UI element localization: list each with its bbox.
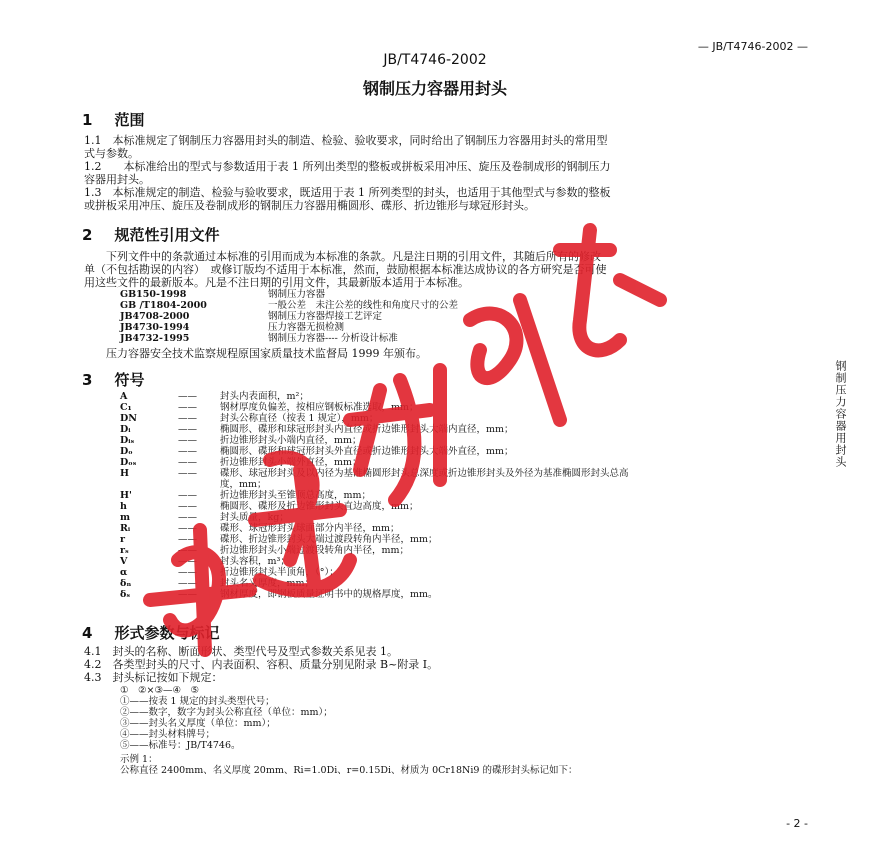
marking-line: ③——封头名义厚度（单位：mm）； (120, 718, 276, 729)
symbol-dash: —— (178, 402, 197, 413)
section-title: 范围 (114, 111, 145, 129)
symbol-dash: —— (178, 512, 197, 523)
section-number: 1 (82, 111, 93, 129)
reference-item (120, 322, 458, 333)
symbol-dash: —— (178, 589, 197, 600)
section-title: 规范性引用文件 (114, 226, 220, 244)
paragraph-line: 4.1 封头的名称、断面形状、类型代号及型式参数关系见表 1。 (84, 645, 398, 658)
reference-name: 钢制压力容器 (268, 289, 326, 300)
symbol-description: 折边锥形封头小端外直径，mm； (220, 457, 362, 468)
paragraph-line: 下列文件中的条款通过本标准的引用而成为本标准的条款。凡是注日期的引用文件，其随后所有的修改 (84, 250, 601, 263)
section-4-heading (82, 622, 219, 643)
symbol-description: 折边锥形封头小端过渡段转角内半径，mm； (220, 545, 410, 556)
paragraph-line: 1.3 本标准规定的制造、检验与验收要求，既适用于表 1 所列类型的封头，也适用于其他型式与参数的整板 (84, 186, 611, 199)
symbol-row (120, 468, 629, 479)
symbol-row (120, 435, 629, 446)
symbol: H' (120, 490, 132, 501)
side-vertical-title: 钢制压力容器用封头 (834, 360, 847, 468)
reference-code: JB4732-1995 (120, 333, 190, 344)
reference-code: GB /T1804-2000 (120, 300, 207, 311)
symbol-dash: —— (178, 490, 197, 501)
symbol-row (120, 413, 629, 424)
symbol-row (120, 490, 629, 501)
symbol-description: 碟形、折边锥形封头大端过渡段转角内半径，mm； (220, 534, 438, 545)
symbol-description: 封头名义厚度，mm； (220, 578, 315, 589)
symbol: rₛ (120, 545, 129, 556)
reference-regulation: 压力容器安全技术监察规程原国家质量技术监督局 1999 年颁布。 (84, 347, 427, 360)
symbol-description: 折边锥形封头至锥顶总高度，mm； (220, 490, 372, 501)
symbol (120, 479, 178, 490)
symbol-description: 椭圆形、碟形及折边锥形封头直边高度，mm； (220, 501, 419, 512)
symbol-row (120, 523, 629, 534)
symbol-row (120, 446, 629, 457)
symbol-dash: —— (178, 534, 197, 545)
marking-rules (120, 685, 577, 776)
symbol-dash: —— (178, 413, 197, 424)
symbol: Dᵢ (120, 424, 131, 435)
reference-code: JB4708-2000 (120, 311, 190, 322)
reference-name: 一般公差 未注公差的线性和角度尺寸的公差 (268, 300, 459, 311)
symbol: C₁ (120, 402, 132, 413)
symbol: H (120, 468, 129, 479)
reference-name: 钢制压力容器---- 分析设计标准 (268, 333, 398, 344)
symbol-row (120, 512, 629, 523)
symbol-dash: —— (178, 468, 197, 479)
symbol-description: 椭圆形、碟形和球冠形封头外直径或折边锥形封头大端外直径，mm； (220, 446, 514, 457)
symbol: DN (120, 413, 137, 424)
reference-code: JB4730-1994 (120, 322, 190, 333)
symbol-dash: —— (178, 556, 197, 567)
paragraph-line: 式与参数。 (84, 147, 139, 160)
section-2-heading (82, 224, 219, 245)
reference-item (120, 311, 458, 322)
symbol: Dᵢₛ (120, 435, 135, 446)
symbol-description: 碟形、球冠形封头及以内径为基准椭圆形封头总深度或折边锥形封头及外径为基准椭圆形封头总高 (220, 468, 629, 479)
page-number: - 2 - (786, 817, 808, 830)
symbol-dash: —— (178, 435, 197, 446)
marking-line: ① ②×③—④ ⑤ (120, 685, 200, 696)
symbol-dash (178, 479, 220, 490)
example-text: 公称直径 2400mm、名义厚度 20mm、Ri=1.0Di、r=0.15Di、材质为 0Cr18Ni9 的碟形封头标记如下： (120, 765, 578, 776)
symbol-description: 椭圆形、碟形和球冠形封头内直径或折边锥形封头大端内直径，mm； (220, 424, 514, 435)
section-number: 4 (82, 624, 93, 642)
symbol: Dₒ (120, 446, 133, 457)
symbol-description: 钢材厚度负偏差，按相应钢板标准选取，mm； (220, 402, 419, 413)
symbol-dash: —— (178, 523, 197, 534)
section-3-heading (82, 369, 144, 390)
symbol-dash: —— (178, 424, 197, 435)
symbol: r (120, 534, 126, 545)
symbol-row (120, 589, 629, 600)
paragraph-line: 1.2 本标准给出的型式与参数适用于表 1 所列出类型的整板或拼板采用冲压、旋压及卷制成形的钢制压力 (84, 160, 611, 173)
symbol-dash: —— (178, 567, 197, 578)
symbol: Rᵢ (120, 523, 131, 534)
section-1-heading (82, 109, 144, 130)
symbol-description: 折边锥形封头半顶角，（°）； (220, 567, 339, 578)
section-1-body (84, 134, 610, 212)
paragraph-line: 或拼板采用冲压、旋压及卷制成形的钢制压力容器用椭圆形、碟形、折边锥形与球冠形封头。 (84, 199, 535, 212)
symbol-description: 封头容积，m³； (220, 556, 290, 567)
section-number: 2 (82, 226, 93, 244)
symbol: h (120, 501, 127, 512)
section-title: 符号 (114, 371, 145, 389)
reference-item (120, 289, 458, 300)
symbol-dash: —— (178, 545, 197, 556)
reference-item (120, 333, 458, 344)
symbol-description: 折边锥形封头小端内直径，mm； (220, 435, 362, 446)
marking-line: ①——按表 1 规定的封头类型代号； (120, 696, 275, 707)
symbol: δₙ (120, 578, 132, 589)
section-2-intro (84, 250, 607, 289)
section-title: 形式参数与标记 (114, 624, 220, 642)
example-label: 示例 1： (120, 754, 158, 765)
section-4-body (84, 645, 438, 684)
symbol: δₛ (120, 589, 131, 600)
symbol-row (120, 424, 629, 435)
symbol-dash: —— (178, 501, 197, 512)
symbol-description: 碟形、球冠形封头球面部分内半径，mm； (220, 523, 400, 534)
header-standard-code: — JB/T4746-2002 — (697, 40, 808, 53)
symbol-dash: —— (178, 457, 197, 468)
symbol-row (120, 402, 629, 413)
paragraph-line: 容器用封头。 (84, 173, 150, 186)
symbol-row (120, 545, 629, 556)
symbol-description: 度，mm； (220, 479, 267, 490)
reference-name: 压力容器无损检测 (268, 322, 345, 333)
symbol-row (120, 567, 629, 578)
paragraph-line: 4.3 封头标记按如下规定： (84, 671, 223, 684)
symbol-dash: —— (178, 391, 197, 402)
symbol-row (120, 534, 629, 545)
reference-name: 钢制压力容器焊接工艺评定 (268, 311, 383, 322)
paragraph-line: 单（不包括勘误的内容） 或修订版均不适用于本标准，然而，鼓励根据本标准达成协议的各方研究是否可使 (84, 263, 607, 276)
reference-item (120, 300, 458, 311)
symbol-dash: —— (178, 446, 197, 457)
symbol-list (120, 391, 629, 600)
symbol-row (120, 457, 629, 468)
symbol-row (120, 391, 629, 402)
symbol-dash: —— (178, 578, 197, 589)
symbol-row (120, 578, 629, 589)
marking-line: ⑤——标准号：JB/T4746。 (120, 740, 241, 751)
symbol-description: 封头质量，kg； (220, 512, 289, 523)
marking-line: ②——数字，数字为封头公称直径（单位：mm）； (120, 707, 333, 718)
symbol: α (120, 567, 128, 578)
symbol: Dₒₛ (120, 457, 137, 468)
paragraph-line: 1.1 本标准规定了钢制压力容器用封头的制造、检验、验收要求，同时给出了钢制压力容器用封头的常用型 (84, 134, 608, 147)
paragraph-line: 用这些文件的最新版本。凡是不注日期的引用文件，其最新版本适用于本标准。 (84, 276, 469, 289)
symbol: m (120, 512, 131, 523)
symbol-row (120, 501, 629, 512)
section-number: 3 (82, 371, 93, 389)
document-title: 钢制压力容器用封头 (362, 79, 507, 98)
symbol-row (120, 556, 629, 567)
symbol: V (120, 556, 128, 567)
document-code: JB/T4746-2002 (383, 52, 487, 68)
reference-list (120, 289, 458, 344)
reference-code: GB150-1998 (120, 289, 187, 300)
symbol-description: 封头公称直径（按表 1 规定），mm； (220, 413, 379, 424)
marking-line: ④——封头材料牌号； (120, 729, 216, 740)
symbol-description: 封头内表面积，m²； (220, 391, 309, 402)
symbol-description: 钢材厚度，即钢板质量证明书中的规格厚度，mm。 (220, 589, 438, 600)
paragraph-line: 4.2 各类型封头的尺寸、内表面积、容积、质量分别见附录 B~附录 I。 (84, 658, 439, 671)
symbol: A (120, 391, 128, 402)
symbol-row (120, 479, 629, 490)
